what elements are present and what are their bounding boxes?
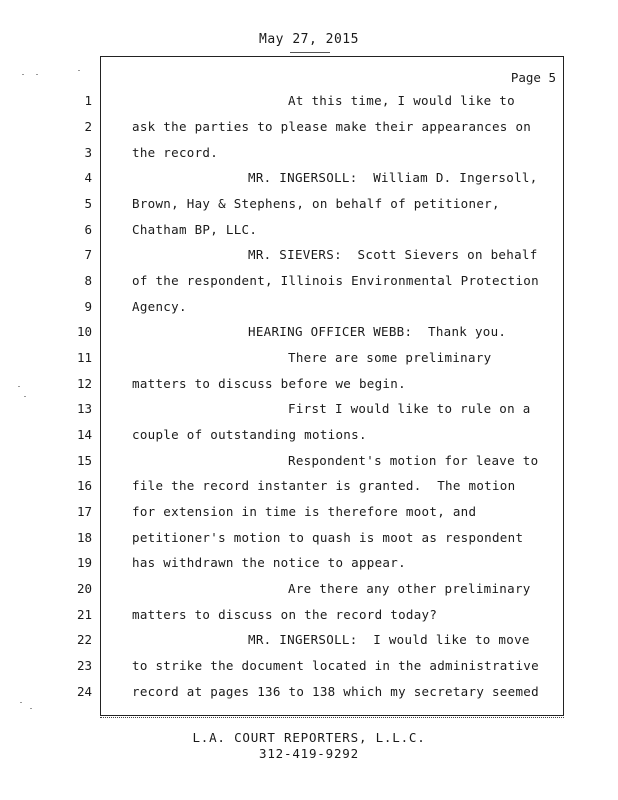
footer-phone: 312-419-9292 — [259, 746, 359, 761]
transcript-line: matters to discuss on the record today? — [132, 607, 438, 622]
scan-speck — [18, 386, 20, 387]
line-number: 9 — [84, 299, 92, 314]
line-number: 8 — [84, 273, 92, 288]
transcript-line: There are some preliminary — [288, 350, 492, 365]
transcript-line: petitioner's motion to quash is moot as respondent — [132, 530, 524, 545]
line-number: 10 — [76, 324, 92, 339]
transcript-line: matters to discuss before we begin. — [132, 376, 406, 391]
transcript-line: MR. INGERSOLL: I would like to move — [248, 632, 530, 647]
line-number: 1 — [84, 93, 92, 108]
transcript-line: Chatham BP, LLC. — [132, 222, 258, 237]
line-number: 6 — [84, 222, 92, 237]
line-number: 11 — [76, 350, 92, 365]
line-number: 17 — [76, 504, 92, 519]
line-number: 21 — [76, 607, 92, 622]
transcript-line: has withdrawn the notice to appear. — [132, 555, 406, 570]
transcript-line: HEARING OFFICER WEBB: Thank you. — [248, 324, 507, 339]
transcript-line: for extension in time is therefore moot, and — [132, 504, 477, 519]
transcript-line: MR. SIEVERS: Scott Sievers on behalf — [248, 247, 538, 262]
line-number: 16 — [76, 478, 92, 493]
line-number: 15 — [76, 453, 92, 468]
line-number: 4 — [84, 170, 92, 185]
line-number: 23 — [76, 658, 92, 673]
line-number: 19 — [76, 555, 92, 570]
transcript-line: ask the parties to please make their appearances on — [132, 119, 532, 134]
line-number: 2 — [84, 119, 92, 134]
line-number: 5 — [84, 196, 92, 211]
scan-speck — [20, 702, 22, 703]
page-header-date: May 27, 2015 — [259, 32, 359, 47]
scan-speck — [24, 396, 26, 397]
line-number: 13 — [76, 401, 92, 416]
transcript-line: couple of outstanding motions. — [132, 427, 367, 442]
line-number: 24 — [76, 684, 92, 699]
transcript-line: record at pages 136 to 138 which my secretary seemed — [132, 684, 539, 699]
header-rule — [290, 52, 330, 53]
line-number: 22 — [76, 632, 92, 647]
transcript-line: First I would like to rule on a — [288, 401, 531, 416]
transcript-line: file the record instanter is granted. The motion — [132, 478, 516, 493]
transcript-line: Brown, Hay & Stephens, on behalf of petitioner, — [132, 196, 500, 211]
page-number-label: Page 5 — [510, 70, 556, 85]
scan-speck — [36, 74, 38, 75]
line-number: 14 — [76, 427, 92, 442]
transcript-box-bottom-rule — [100, 717, 564, 718]
transcript-line: Respondent's motion for leave to — [288, 453, 539, 468]
line-number: 3 — [84, 145, 92, 160]
scan-speck — [22, 74, 24, 75]
footer-company: L.A. COURT REPORTERS, L.L.C. — [192, 730, 426, 745]
line-number: 18 — [76, 530, 92, 545]
line-number: 12 — [76, 376, 92, 391]
scan-speck — [30, 708, 32, 709]
line-number: 7 — [84, 247, 92, 262]
transcript-line: Are there any other preliminary — [288, 581, 531, 596]
transcript-line: the record. — [132, 145, 219, 160]
transcript-line: of the respondent, Illinois Environmental Protection — [132, 273, 539, 288]
transcript-line: Agency. — [132, 299, 187, 314]
scan-speck — [78, 70, 80, 71]
transcript-line: At this time, I would like to — [288, 93, 515, 108]
transcript-line: to strike the document located in the administrative — [132, 658, 539, 673]
line-number: 20 — [76, 581, 92, 596]
transcript-line: MR. INGERSOLL: William D. Ingersoll, — [248, 170, 538, 185]
